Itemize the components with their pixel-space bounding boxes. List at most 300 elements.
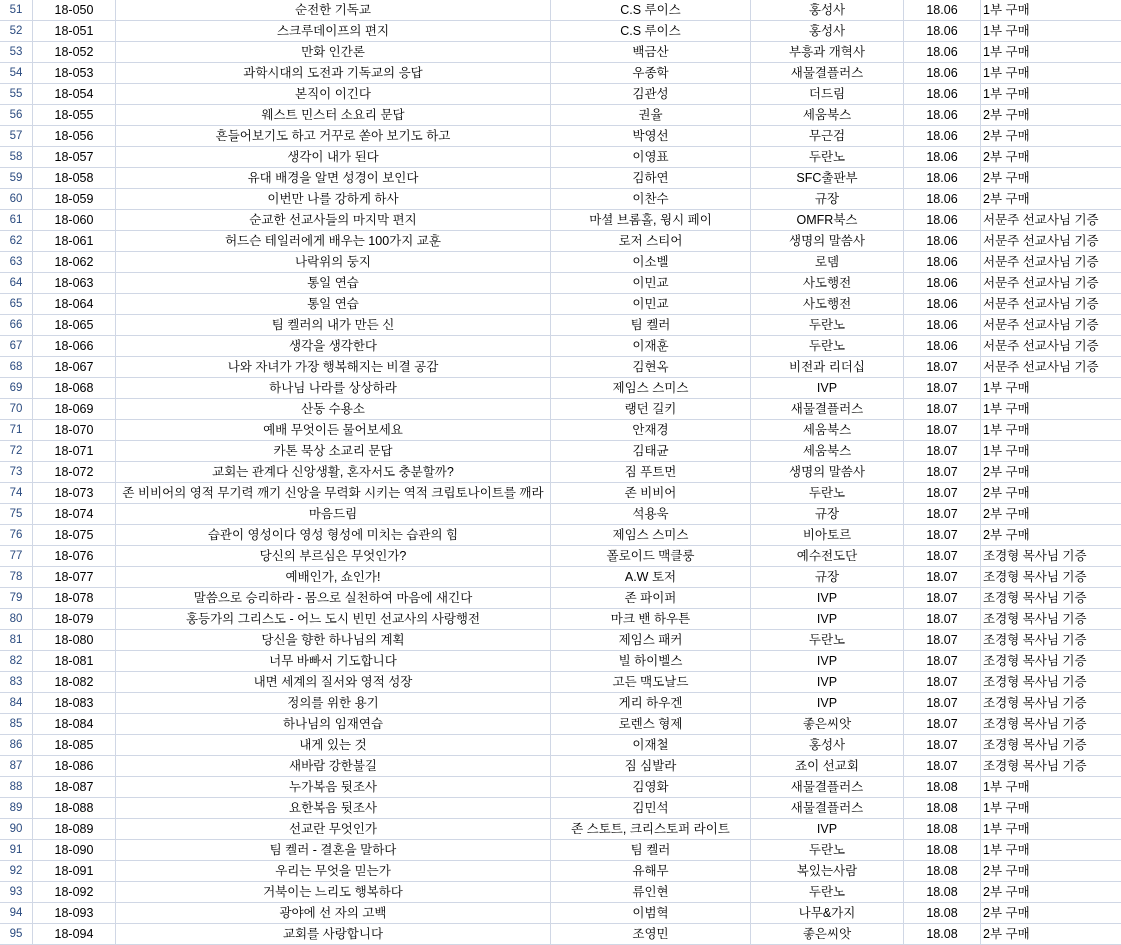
cell-title[interactable]: 통일 연습 — [116, 294, 551, 315]
row-header[interactable]: 60 — [0, 189, 33, 210]
cell-code[interactable]: 18-088 — [33, 798, 116, 819]
cell-publisher[interactable]: SFC출판부 — [751, 168, 904, 189]
row-header[interactable]: 54 — [0, 63, 33, 84]
cell-title[interactable]: 당신을 향한 하나님의 계획 — [116, 630, 551, 651]
cell-author[interactable]: C.S 루이스 — [551, 21, 751, 42]
table-row[interactable] — [0, 840, 1121, 861]
cell-note[interactable]: 2부 구매 — [981, 882, 1121, 903]
cell-note[interactable]: 조경형 목사님 기증 — [981, 672, 1121, 693]
cell-publisher[interactable]: 두란노 — [751, 147, 904, 168]
cell-title[interactable]: 허드슨 테일러에게 배우는 100가지 교훈 — [116, 231, 551, 252]
cell-date[interactable]: 18.06 — [904, 42, 981, 63]
cell-note[interactable]: 서문주 선교사님 기증 — [981, 294, 1121, 315]
table-row[interactable] — [0, 252, 1121, 273]
cell-note[interactable]: 2부 구매 — [981, 504, 1121, 525]
cell-publisher[interactable]: 세움북스 — [751, 105, 904, 126]
cell-date[interactable]: 18.07 — [904, 504, 981, 525]
cell-note[interactable]: 2부 구매 — [981, 483, 1121, 504]
table-row[interactable] — [0, 735, 1121, 756]
table-row[interactable] — [0, 924, 1121, 945]
cell-code[interactable]: 18-051 — [33, 21, 116, 42]
table-row[interactable] — [0, 231, 1121, 252]
cell-author[interactable]: 마크 밴 하우튼 — [551, 609, 751, 630]
cell-code[interactable]: 18-082 — [33, 672, 116, 693]
cell-note[interactable]: 서문주 선교사님 기증 — [981, 210, 1121, 231]
cell-title[interactable]: 스크루데이프의 편지 — [116, 21, 551, 42]
cell-note[interactable]: 서문주 선교사님 기증 — [981, 252, 1121, 273]
table-row[interactable] — [0, 42, 1121, 63]
cell-code[interactable]: 18-085 — [33, 735, 116, 756]
cell-publisher[interactable]: 죠이 선교회 — [751, 756, 904, 777]
cell-note[interactable]: 1부 구매 — [981, 63, 1121, 84]
cell-title[interactable]: 이번만 나를 강하게 하사 — [116, 189, 551, 210]
cell-title[interactable]: 누가복음 뒷조사 — [116, 777, 551, 798]
cell-author[interactable]: 권율 — [551, 105, 751, 126]
cell-title[interactable]: 생각을 생각한다 — [116, 336, 551, 357]
cell-author[interactable]: 이찬수 — [551, 189, 751, 210]
cell-title[interactable]: 나락위의 둥지 — [116, 252, 551, 273]
cell-author[interactable]: 박영선 — [551, 126, 751, 147]
cell-date[interactable]: 18.07 — [904, 378, 981, 399]
row-header[interactable]: 66 — [0, 315, 33, 336]
cell-note[interactable]: 조경형 목사님 기증 — [981, 714, 1121, 735]
cell-title[interactable]: 과학시대의 도전과 기독교의 응답 — [116, 63, 551, 84]
cell-title[interactable]: 흔들어보기도 하고 거꾸로 쏟아 보기도 하고 — [116, 126, 551, 147]
table-row[interactable] — [0, 798, 1121, 819]
cell-code[interactable]: 18-055 — [33, 105, 116, 126]
cell-note[interactable]: 1부 구매 — [981, 378, 1121, 399]
cell-code[interactable]: 18-063 — [33, 273, 116, 294]
cell-publisher[interactable]: IVP — [751, 609, 904, 630]
row-header[interactable]: 62 — [0, 231, 33, 252]
cell-code[interactable]: 18-091 — [33, 861, 116, 882]
cell-note[interactable]: 조경형 목사님 기증 — [981, 609, 1121, 630]
cell-title[interactable]: 나와 자녀가 가장 행복해지는 비결 공감 — [116, 357, 551, 378]
row-header[interactable]: 95 — [0, 924, 33, 945]
cell-date[interactable]: 18.07 — [904, 525, 981, 546]
cell-author[interactable]: 로렌스 형제 — [551, 714, 751, 735]
row-header[interactable]: 78 — [0, 567, 33, 588]
cell-code[interactable]: 18-061 — [33, 231, 116, 252]
cell-publisher[interactable]: 규장 — [751, 504, 904, 525]
cell-code[interactable]: 18-080 — [33, 630, 116, 651]
cell-title[interactable]: 순교한 선교사들의 마지막 편지 — [116, 210, 551, 231]
row-header[interactable]: 80 — [0, 609, 33, 630]
cell-author[interactable]: 마셜 브롬홀, 윙시 페이 — [551, 210, 751, 231]
cell-author[interactable]: 제임스 패커 — [551, 630, 751, 651]
cell-note[interactable]: 2부 구매 — [981, 105, 1121, 126]
cell-author[interactable]: 빌 하이벨스 — [551, 651, 751, 672]
table-row[interactable] — [0, 273, 1121, 294]
cell-note[interactable]: 2부 구매 — [981, 525, 1121, 546]
cell-publisher[interactable]: 새물결플러스 — [751, 399, 904, 420]
cell-code[interactable]: 18-069 — [33, 399, 116, 420]
cell-date[interactable]: 18.08 — [904, 798, 981, 819]
cell-publisher[interactable]: 홍성사 — [751, 0, 904, 21]
cell-publisher[interactable]: IVP — [751, 651, 904, 672]
cell-date[interactable]: 18.07 — [904, 693, 981, 714]
cell-author[interactable]: 존 스토트, 크리스토퍼 라이트 — [551, 819, 751, 840]
table-row[interactable] — [0, 672, 1121, 693]
row-header[interactable]: 71 — [0, 420, 33, 441]
cell-code[interactable]: 18-065 — [33, 315, 116, 336]
cell-author[interactable]: 김하연 — [551, 168, 751, 189]
cell-note[interactable]: 1부 구매 — [981, 42, 1121, 63]
table-row[interactable] — [0, 462, 1121, 483]
cell-date[interactable]: 18.06 — [904, 105, 981, 126]
table-row[interactable] — [0, 378, 1121, 399]
cell-code[interactable]: 18-054 — [33, 84, 116, 105]
cell-date[interactable]: 18.06 — [904, 189, 981, 210]
cell-title[interactable]: 생각이 내가 된다 — [116, 147, 551, 168]
table-row[interactable] — [0, 861, 1121, 882]
row-header[interactable]: 91 — [0, 840, 33, 861]
cell-code[interactable]: 18-058 — [33, 168, 116, 189]
cell-author[interactable]: 제임스 스미스 — [551, 525, 751, 546]
cell-publisher[interactable]: 사도행전 — [751, 294, 904, 315]
row-header[interactable]: 73 — [0, 462, 33, 483]
cell-title[interactable]: 하나님의 임재연습 — [116, 714, 551, 735]
cell-date[interactable]: 18.08 — [904, 924, 981, 945]
cell-publisher[interactable]: 좋은씨앗 — [751, 714, 904, 735]
cell-author[interactable]: 짐 푸트먼 — [551, 462, 751, 483]
cell-publisher[interactable]: 좋은씨앗 — [751, 924, 904, 945]
cell-title[interactable]: 웨스트 민스터 소요리 문답 — [116, 105, 551, 126]
table-row[interactable] — [0, 168, 1121, 189]
cell-title[interactable]: 존 비비어의 영적 무기력 깨기 신앙을 무력화 시키는 역적 크립토나이트를 깨라 — [116, 483, 551, 504]
cell-publisher[interactable]: 두란노 — [751, 882, 904, 903]
cell-date[interactable]: 18.07 — [904, 399, 981, 420]
cell-note[interactable]: 1부 구매 — [981, 84, 1121, 105]
cell-author[interactable]: 고든 맥도날드 — [551, 672, 751, 693]
cell-publisher[interactable]: 두란노 — [751, 336, 904, 357]
row-header[interactable]: 86 — [0, 735, 33, 756]
cell-publisher[interactable]: 부흥과 개혁사 — [751, 42, 904, 63]
cell-publisher[interactable]: 홍성사 — [751, 21, 904, 42]
cell-note[interactable]: 2부 구매 — [981, 126, 1121, 147]
row-header[interactable]: 90 — [0, 819, 33, 840]
cell-title[interactable]: 너무 바빠서 기도합니다 — [116, 651, 551, 672]
cell-date[interactable]: 18.07 — [904, 441, 981, 462]
cell-note[interactable]: 2부 구매 — [981, 861, 1121, 882]
cell-date[interactable]: 18.08 — [904, 903, 981, 924]
cell-date[interactable]: 18.06 — [904, 21, 981, 42]
cell-date[interactable]: 18.07 — [904, 651, 981, 672]
cell-title[interactable]: 말씀으로 승리하라 - 몸으로 실천하여 마음에 새긴다 — [116, 588, 551, 609]
cell-date[interactable]: 18.07 — [904, 462, 981, 483]
row-header[interactable]: 59 — [0, 168, 33, 189]
cell-publisher[interactable]: 세움북스 — [751, 420, 904, 441]
cell-code[interactable]: 18-071 — [33, 441, 116, 462]
cell-code[interactable]: 18-094 — [33, 924, 116, 945]
cell-date[interactable]: 18.07 — [904, 546, 981, 567]
cell-publisher[interactable]: 홍성사 — [751, 735, 904, 756]
cell-title[interactable]: 예배인가, 쇼인가! — [116, 567, 551, 588]
cell-publisher[interactable]: 비전과 리더십 — [751, 357, 904, 378]
row-header[interactable]: 63 — [0, 252, 33, 273]
cell-code[interactable]: 18-057 — [33, 147, 116, 168]
table-row[interactable] — [0, 903, 1121, 924]
cell-publisher[interactable]: IVP — [751, 819, 904, 840]
cell-publisher[interactable]: IVP — [751, 378, 904, 399]
cell-publisher[interactable]: 새물결플러스 — [751, 63, 904, 84]
table-row[interactable] — [0, 210, 1121, 231]
cell-note[interactable]: 서문주 선교사님 기증 — [981, 357, 1121, 378]
cell-author[interactable]: 게리 하우겐 — [551, 693, 751, 714]
cell-date[interactable]: 18.06 — [904, 126, 981, 147]
cell-author[interactable]: 팀 켈러 — [551, 315, 751, 336]
cell-author[interactable]: 이민교 — [551, 294, 751, 315]
cell-date[interactable]: 18.06 — [904, 63, 981, 84]
cell-date[interactable]: 18.07 — [904, 714, 981, 735]
cell-code[interactable]: 18-073 — [33, 483, 116, 504]
table-row[interactable] — [0, 21, 1121, 42]
table-row[interactable] — [0, 420, 1121, 441]
cell-note[interactable]: 조경형 목사님 기증 — [981, 756, 1121, 777]
cell-date[interactable]: 18.06 — [904, 147, 981, 168]
cell-publisher[interactable]: 규장 — [751, 189, 904, 210]
cell-note[interactable]: 1부 구매 — [981, 399, 1121, 420]
cell-note[interactable]: 서문주 선교사님 기증 — [981, 231, 1121, 252]
cell-publisher[interactable]: 무근검 — [751, 126, 904, 147]
cell-note[interactable]: 2부 구매 — [981, 168, 1121, 189]
cell-author[interactable]: 김현옥 — [551, 357, 751, 378]
table-row[interactable] — [0, 0, 1121, 21]
cell-author[interactable]: 이영표 — [551, 147, 751, 168]
cell-publisher[interactable]: 세움북스 — [751, 441, 904, 462]
cell-publisher[interactable]: 두란노 — [751, 630, 904, 651]
cell-publisher[interactable]: 비아토르 — [751, 525, 904, 546]
cell-note[interactable]: 1부 구매 — [981, 420, 1121, 441]
table-row[interactable] — [0, 441, 1121, 462]
table-row[interactable] — [0, 147, 1121, 168]
cell-author[interactable]: 이소벨 — [551, 252, 751, 273]
cell-date[interactable]: 18.07 — [904, 483, 981, 504]
cell-code[interactable]: 18-079 — [33, 609, 116, 630]
table-row[interactable] — [0, 105, 1121, 126]
cell-author[interactable]: 이범혁 — [551, 903, 751, 924]
cell-date[interactable]: 18.08 — [904, 777, 981, 798]
cell-date[interactable]: 18.06 — [904, 84, 981, 105]
cell-code[interactable]: 18-075 — [33, 525, 116, 546]
row-header[interactable]: 82 — [0, 651, 33, 672]
cell-code[interactable]: 18-077 — [33, 567, 116, 588]
row-header[interactable]: 61 — [0, 210, 33, 231]
cell-date[interactable]: 18.06 — [904, 168, 981, 189]
table-row[interactable] — [0, 525, 1121, 546]
cell-author[interactable]: 조영민 — [551, 924, 751, 945]
cell-date[interactable]: 18.06 — [904, 315, 981, 336]
cell-note[interactable]: 2부 구매 — [981, 189, 1121, 210]
cell-title[interactable]: 선교란 무엇인가 — [116, 819, 551, 840]
row-header[interactable]: 89 — [0, 798, 33, 819]
cell-note[interactable]: 2부 구매 — [981, 147, 1121, 168]
cell-publisher[interactable]: 예수전도단 — [751, 546, 904, 567]
table-row[interactable] — [0, 357, 1121, 378]
table-row[interactable] — [0, 189, 1121, 210]
cell-title[interactable]: 본직이 이긴다 — [116, 84, 551, 105]
cell-code[interactable]: 18-076 — [33, 546, 116, 567]
table-row[interactable] — [0, 336, 1121, 357]
table-row[interactable] — [0, 399, 1121, 420]
cell-note[interactable]: 1부 구매 — [981, 441, 1121, 462]
table-row[interactable] — [0, 630, 1121, 651]
table-row[interactable] — [0, 315, 1121, 336]
cell-publisher[interactable]: 복있는사람 — [751, 861, 904, 882]
row-header[interactable]: 53 — [0, 42, 33, 63]
cell-code[interactable]: 18-087 — [33, 777, 116, 798]
cell-code[interactable]: 18-053 — [33, 63, 116, 84]
cell-author[interactable]: 제임스 스미스 — [551, 378, 751, 399]
cell-author[interactable]: 류인현 — [551, 882, 751, 903]
row-header[interactable]: 94 — [0, 903, 33, 924]
cell-author[interactable]: 백금산 — [551, 42, 751, 63]
cell-note[interactable]: 조경형 목사님 기증 — [981, 588, 1121, 609]
cell-code[interactable]: 18-066 — [33, 336, 116, 357]
cell-publisher[interactable]: 사도행전 — [751, 273, 904, 294]
cell-author[interactable]: 팀 켈러 — [551, 840, 751, 861]
cell-author[interactable]: 짐 심발라 — [551, 756, 751, 777]
cell-publisher[interactable]: IVP — [751, 672, 904, 693]
cell-author[interactable]: 안재경 — [551, 420, 751, 441]
cell-code[interactable]: 18-093 — [33, 903, 116, 924]
table-row[interactable] — [0, 63, 1121, 84]
row-header[interactable]: 65 — [0, 294, 33, 315]
row-header[interactable]: 93 — [0, 882, 33, 903]
table-row[interactable] — [0, 693, 1121, 714]
cell-author[interactable]: 우종학 — [551, 63, 751, 84]
cell-date[interactable]: 18.06 — [904, 336, 981, 357]
table-row[interactable] — [0, 294, 1121, 315]
cell-code[interactable]: 18-064 — [33, 294, 116, 315]
table-row[interactable] — [0, 714, 1121, 735]
cell-note[interactable]: 1부 구매 — [981, 21, 1121, 42]
cell-title[interactable]: 요한복음 뒷조사 — [116, 798, 551, 819]
cell-publisher[interactable]: OMFR북스 — [751, 210, 904, 231]
cell-author[interactable]: C.S 루이스 — [551, 0, 751, 21]
cell-date[interactable]: 18.07 — [904, 588, 981, 609]
row-header[interactable]: 67 — [0, 336, 33, 357]
cell-author[interactable]: 로저 스티어 — [551, 231, 751, 252]
cell-title[interactable]: 교회를 사랑합니다 — [116, 924, 551, 945]
cell-publisher[interactable]: IVP — [751, 588, 904, 609]
table-row[interactable] — [0, 651, 1121, 672]
cell-code[interactable]: 18-059 — [33, 189, 116, 210]
cell-note[interactable]: 1부 구매 — [981, 819, 1121, 840]
row-header[interactable]: 74 — [0, 483, 33, 504]
cell-title[interactable]: 홍등가의 그리스도 - 어느 도시 빈민 선교사의 사랑행전 — [116, 609, 551, 630]
table-row[interactable] — [0, 588, 1121, 609]
cell-author[interactable]: 김영화 — [551, 777, 751, 798]
cell-date[interactable]: 18.07 — [904, 735, 981, 756]
row-header[interactable]: 85 — [0, 714, 33, 735]
row-header[interactable]: 64 — [0, 273, 33, 294]
cell-note[interactable]: 서문주 선교사님 기증 — [981, 273, 1121, 294]
cell-date[interactable]: 18.08 — [904, 840, 981, 861]
table-row[interactable] — [0, 126, 1121, 147]
cell-date[interactable]: 18.06 — [904, 252, 981, 273]
cell-note[interactable]: 조경형 목사님 기증 — [981, 651, 1121, 672]
cell-note[interactable]: 2부 구매 — [981, 924, 1121, 945]
row-header[interactable]: 87 — [0, 756, 33, 777]
cell-date[interactable]: 18.07 — [904, 756, 981, 777]
cell-code[interactable]: 18-052 — [33, 42, 116, 63]
cell-title[interactable]: 산동 수용소 — [116, 399, 551, 420]
cell-code[interactable]: 18-060 — [33, 210, 116, 231]
cell-code[interactable]: 18-072 — [33, 462, 116, 483]
cell-date[interactable]: 18.07 — [904, 567, 981, 588]
cell-title[interactable]: 유대 배경을 알면 성경이 보인다 — [116, 168, 551, 189]
row-header[interactable]: 92 — [0, 861, 33, 882]
cell-title[interactable]: 당신의 부르심은 무엇인가? — [116, 546, 551, 567]
cell-date[interactable]: 18.07 — [904, 357, 981, 378]
cell-title[interactable]: 내면 세계의 질서와 영적 성장 — [116, 672, 551, 693]
row-header[interactable]: 68 — [0, 357, 33, 378]
table-row[interactable] — [0, 777, 1121, 798]
cell-note[interactable]: 2부 구매 — [981, 462, 1121, 483]
cell-author[interactable]: 랭던 길키 — [551, 399, 751, 420]
cell-code[interactable]: 18-092 — [33, 882, 116, 903]
cell-code[interactable]: 18-078 — [33, 588, 116, 609]
cell-title[interactable]: 광야에 선 자의 고백 — [116, 903, 551, 924]
row-header[interactable]: 56 — [0, 105, 33, 126]
cell-note[interactable]: 1부 구매 — [981, 0, 1121, 21]
table-row[interactable] — [0, 882, 1121, 903]
cell-code[interactable]: 18-086 — [33, 756, 116, 777]
cell-title[interactable]: 내게 있는 것 — [116, 735, 551, 756]
cell-author[interactable]: 유해무 — [551, 861, 751, 882]
cell-title[interactable]: 팀 켈러 - 결혼을 말하다 — [116, 840, 551, 861]
row-header[interactable]: 52 — [0, 21, 33, 42]
cell-publisher[interactable]: 로뎀 — [751, 252, 904, 273]
cell-publisher[interactable]: 생명의 말씀사 — [751, 231, 904, 252]
cell-code[interactable]: 18-050 — [33, 0, 116, 21]
cell-title[interactable]: 정의를 위한 용기 — [116, 693, 551, 714]
cell-code[interactable]: 18-089 — [33, 819, 116, 840]
cell-note[interactable]: 서문주 선교사님 기증 — [981, 315, 1121, 336]
cell-title[interactable]: 통일 연습 — [116, 273, 551, 294]
cell-date[interactable]: 18.07 — [904, 630, 981, 651]
cell-note[interactable]: 조경형 목사님 기증 — [981, 735, 1121, 756]
row-header[interactable]: 55 — [0, 84, 33, 105]
cell-code[interactable]: 18-067 — [33, 357, 116, 378]
table-row[interactable] — [0, 609, 1121, 630]
cell-date[interactable]: 18.06 — [904, 273, 981, 294]
cell-publisher[interactable]: 나무&가지 — [751, 903, 904, 924]
cell-author[interactable]: A.W 토저 — [551, 567, 751, 588]
cell-code[interactable]: 18-074 — [33, 504, 116, 525]
table-row[interactable] — [0, 504, 1121, 525]
cell-title[interactable]: 팀 켈러의 내가 만든 신 — [116, 315, 551, 336]
row-header[interactable]: 70 — [0, 399, 33, 420]
table-row[interactable] — [0, 567, 1121, 588]
cell-author[interactable]: 김민석 — [551, 798, 751, 819]
table-row[interactable] — [0, 819, 1121, 840]
cell-title[interactable]: 예배 무엇이든 물어보세요 — [116, 420, 551, 441]
cell-publisher[interactable]: 새물결플러스 — [751, 798, 904, 819]
cell-date[interactable]: 18.07 — [904, 609, 981, 630]
cell-title[interactable]: 습관이 영성이다 영성 형성에 미치는 습관의 힘 — [116, 525, 551, 546]
cell-date[interactable]: 18.06 — [904, 294, 981, 315]
cell-note[interactable]: 서문주 선교사님 기증 — [981, 336, 1121, 357]
row-header[interactable]: 77 — [0, 546, 33, 567]
cell-note[interactable]: 2부 구매 — [981, 903, 1121, 924]
cell-code[interactable]: 18-090 — [33, 840, 116, 861]
cell-note[interactable]: 조경형 목사님 기증 — [981, 630, 1121, 651]
cell-author[interactable]: 폴로이드 맥클룽 — [551, 546, 751, 567]
cell-title[interactable]: 마음드림 — [116, 504, 551, 525]
cell-date[interactable]: 18.08 — [904, 882, 981, 903]
